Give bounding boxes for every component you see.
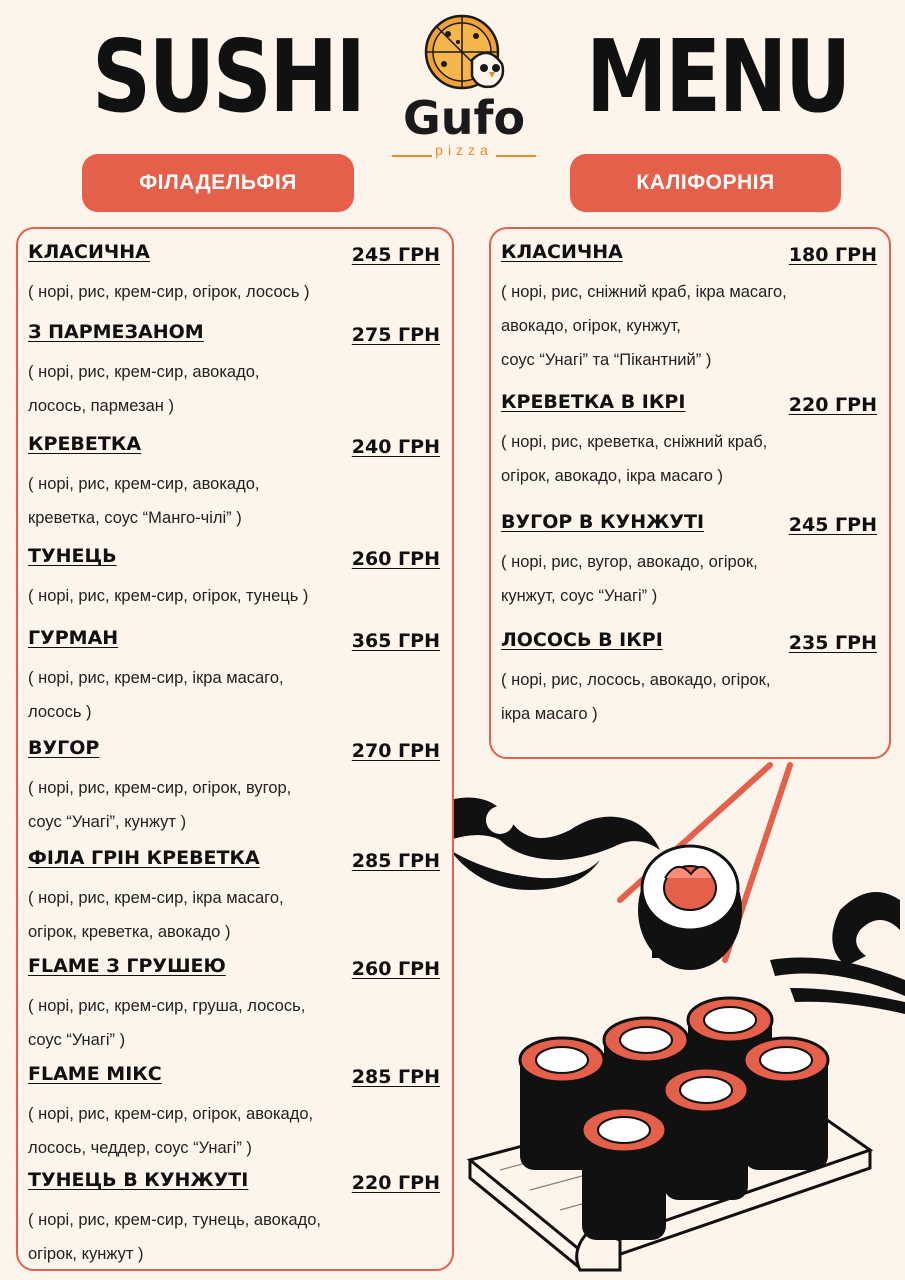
logo-wordmark: Gufo [402,91,526,145]
item-price: 285 ГРН [351,1066,440,1088]
title-sushi: SUSHI [92,18,364,135]
item-name: КЛАСИЧНА [28,241,150,263]
heading-philadelphia: ФІЛАДЕЛЬФІЯ [82,154,354,212]
item-description: ( норі, рис, крем-сир, огірок, вугор, соус “Унагі”, кунжут ) [28,779,292,831]
sushi-illustration [440,760,905,1280]
item-name: КРЕВЕТКА [28,433,142,455]
item-description: ( норі, рис, крем-сир, груша, лосось, соус “Унагі” ) [28,997,306,1049]
item-price: 365 ГРН [351,630,440,652]
item-name: FLAME З ГРУШЕЮ [28,955,226,977]
held-roll-icon [638,846,742,970]
item-price: 220 ГРН [351,1172,440,1194]
item-price: 275 ГРН [351,324,440,346]
item-description: ( норі, рис, лосось, авокадо, огірок, ікра масаго ) [501,671,771,723]
philadelphia-panel [16,227,454,1271]
logo-subtitle: pizza [435,142,493,158]
item-description: ( норі, рис, крем-сир, огірок, тунець ) [28,587,309,605]
item-description: ( норі, рис, крем-сир, тунець, авокадо, огірок, кунжут ) [28,1211,321,1263]
item-description: ( норі, рис, вугор, авокадо, огірок, кунжут, соус “Унагі” ) [501,553,758,605]
item-name: ЛОСОСЬ В ІКРІ [501,629,663,651]
item-name: ГУРМАН [28,627,119,649]
item-description: ( норі, рис, крем-сир, ікра масаго, лосось ) [28,669,284,721]
item-price: 235 ГРН [788,632,877,654]
item-description: ( норі, рис, крем-сир, огірок, лосось ) [28,283,310,301]
item-description: ( норі, рис, крем-сир, авокадо, креветка, соус “Манго-чілі” ) [28,475,260,527]
item-name: ВУГОР [28,737,100,759]
item-description: ( норі, рис, крем-сир, огірок, авокадо, лосось, чеддер, соус “Унагі” ) [28,1105,314,1157]
item-price: 240 ГРН [351,436,440,458]
item-price: 245 ГРН [788,514,877,536]
item-price: 270 ГРН [351,740,440,762]
pizza-owl-icon [388,12,544,94]
item-price: 180 ГРН [788,244,877,266]
item-price: 220 ГРН [788,394,877,416]
item-name: КЛАСИЧНА [501,241,623,263]
item-name: З ПАРМЕЗАНОМ [28,321,204,343]
item-description: ( норі, рис, сніжний краб, ікра масаго, авокадо, огірок, кунжут, соус “Унагі” та “Пікантний” ) [501,283,787,369]
item-description: ( норі, рис, крем-сир, авокадо, лосось, пармезан ) [28,363,260,415]
item-description: ( норі, рис, крем-сир, ікра масаго, огірок, креветка, авокадо ) [28,889,284,941]
item-price: 260 ГРН [351,958,440,980]
california-panel [489,227,891,759]
item-name: КРЕВЕТКА В ІКРІ [501,391,686,413]
item-name: ФІЛА ГРІН КРЕВЕТКА [28,847,260,869]
logo-rule-right [496,155,536,157]
item-price: 260 ГРН [351,548,440,570]
item-name: ВУГОР В КУНЖУТІ [501,511,705,533]
item-name: FLAME МІКС [28,1063,162,1085]
title-menu: MENU [586,18,849,135]
item-name: ТУНЕЦЬ В КУНЖУТІ [28,1169,249,1191]
item-price: 285 ГРН [351,850,440,872]
item-price: 245 ГРН [351,244,440,266]
item-name: ТУНЕЦЬ [28,545,117,567]
heading-california: КАЛІФОРНІЯ [570,154,841,212]
item-description: ( норі, рис, креветка, сніжний краб, огірок, авокадо, ікра масаго ) [501,433,768,485]
gufo-logo [388,12,544,162]
